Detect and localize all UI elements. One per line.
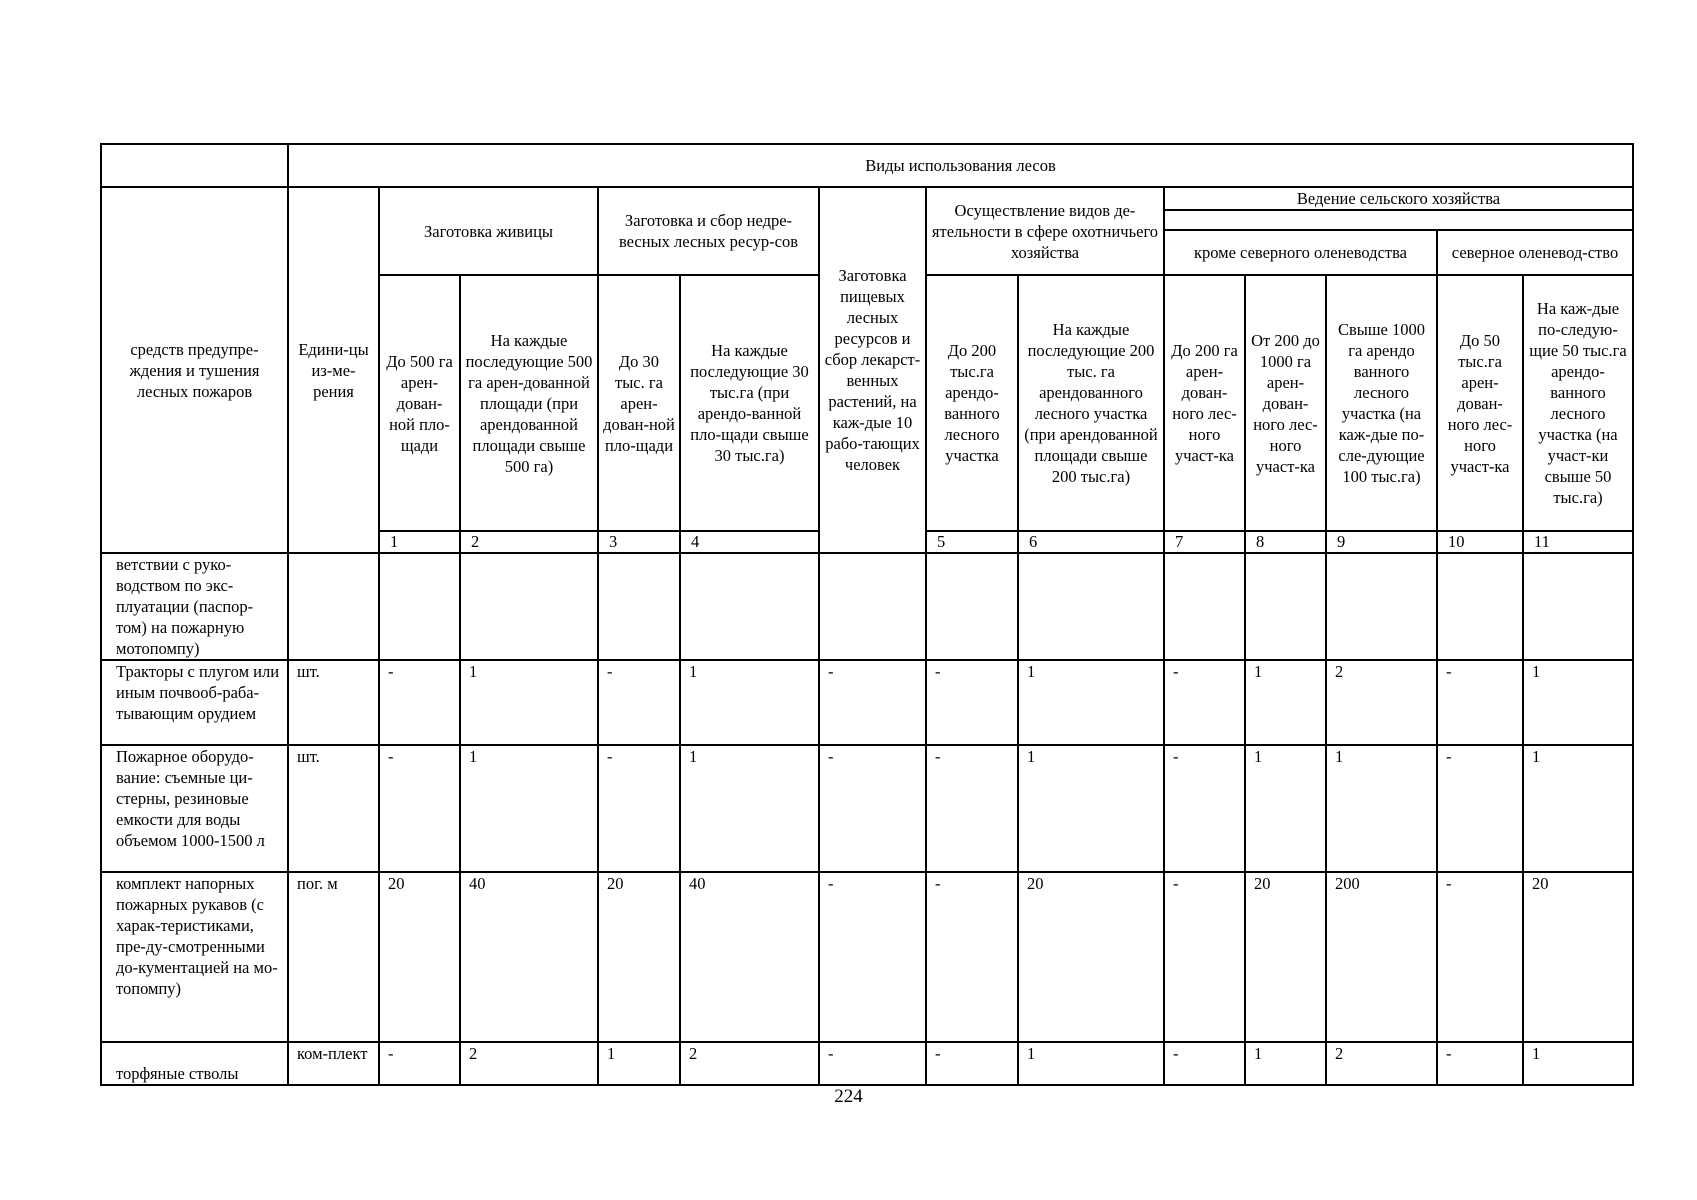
col9-header: На каждые последующие 200 тыс. га арендованного лесного участка (при арендованной площади свыше 200 тыс.га) xyxy=(1018,275,1164,531)
table-cell xyxy=(926,553,1018,660)
table-cell xyxy=(1437,553,1523,660)
col12-header: Свыше 1000 га арендо ванного лесного участка (на каж-дые по-сле-дующие 100 тыс.га) xyxy=(1326,275,1437,531)
table-cell: - xyxy=(598,660,680,745)
table-cell: 20 xyxy=(379,872,460,1042)
col4-header: На каждые последующие 500 га арен-дованной площади (при арендованной площади свыше 500 га) xyxy=(460,275,598,531)
agriculture-spacer-cell xyxy=(1164,210,1633,230)
table-cell: - xyxy=(1437,745,1523,872)
table-cell: - xyxy=(819,872,926,1042)
row-label: ветствии с руко-водством по экс-плуатации (паспор-том) на пожарную мотопомпу) xyxy=(101,553,288,660)
table-cell xyxy=(819,553,926,660)
table-cell: 40 xyxy=(460,872,598,1042)
table-cell: 1 xyxy=(1018,745,1164,872)
table-cell: - xyxy=(1164,872,1245,1042)
table-cell: 1 xyxy=(1245,1042,1326,1085)
nonwood-header: Заготовка и сбор недре-весных лесных ресур-сов xyxy=(598,187,819,275)
col-number: 4 xyxy=(680,531,819,553)
row-unit: шт. xyxy=(288,745,379,872)
table-cell: - xyxy=(926,872,1018,1042)
table-cell: - xyxy=(1164,745,1245,872)
col-number: 11 xyxy=(1523,531,1633,553)
row-unit: ком-плект xyxy=(288,1042,379,1085)
table-cell: 2 xyxy=(1326,660,1437,745)
row-unit xyxy=(288,553,379,660)
table-cell xyxy=(1245,553,1326,660)
table-cell xyxy=(598,553,680,660)
means-label-header: средств предупре-ждения и тушения лесных пожаров xyxy=(101,187,288,553)
table-cell xyxy=(379,553,460,660)
resin-header: Заготовка живицы xyxy=(379,187,598,275)
table-cell: 20 xyxy=(598,872,680,1042)
table-cell: 1 xyxy=(1018,1042,1164,1085)
table-cell: 1 xyxy=(598,1042,680,1085)
row-label: торфяные стволы xyxy=(101,1042,288,1085)
col13-header: До 50 тыс.га арен-дован-ного лес-ного участ-ка xyxy=(1437,275,1523,531)
table-cell xyxy=(680,553,819,660)
table-cell: - xyxy=(926,660,1018,745)
table-cell: - xyxy=(379,1042,460,1085)
table-cell: 1 xyxy=(1245,745,1326,872)
table-cell xyxy=(460,553,598,660)
row-label: комплект напорных пожарных рукавов (с харак-теристиками, пре-ду-смотренными до-кументацией на мо-топомпу) xyxy=(101,872,288,1042)
table-cell: - xyxy=(819,1042,926,1085)
row-unit: шт. xyxy=(288,660,379,745)
table-cell: 1 xyxy=(1018,660,1164,745)
agriculture-header: Ведение сельского хозяйства xyxy=(1164,187,1633,210)
col3-header: До 500 га арен-дован-ной пло-щади xyxy=(379,275,460,531)
col14-header: На каж-дые по-следую-щие 50 тыс.га арендо-ванного лесного участка (на участ-ки свыше 50 тыс.га) xyxy=(1523,275,1633,531)
hunting-header: Осуществление видов де-ятельности в сфере охотничьего хозяйства xyxy=(926,187,1164,275)
table-cell: 20 xyxy=(1018,872,1164,1042)
page-number: 224 xyxy=(834,1086,863,1107)
table-row xyxy=(101,660,1633,745)
col8-header: До 200 тыс.га арендо-ванного лесного участка xyxy=(926,275,1018,531)
table-cell: - xyxy=(598,745,680,872)
norms-table xyxy=(100,143,1634,1086)
table-cell: 1 xyxy=(1523,1042,1633,1085)
table-row xyxy=(101,553,1633,660)
table-row xyxy=(101,745,1633,872)
land-use-types-header: Виды использования лесов xyxy=(288,144,1633,187)
table-cell xyxy=(1018,553,1164,660)
table-cell xyxy=(1523,553,1633,660)
table-cell: - xyxy=(1437,1042,1523,1085)
col7-header: Заготовка пищевых лесных ресурсов и сбор лекарст-венных растений, на каж-дые 10 рабо-тающих человек xyxy=(819,187,926,553)
units-header: Едини-цы из-ме-рения xyxy=(288,187,379,553)
except-reindeer-header: кроме северного оленеводства xyxy=(1164,230,1437,275)
table-cell: 1 xyxy=(1326,745,1437,872)
table-cell: - xyxy=(926,1042,1018,1085)
table-cell: 200 xyxy=(1326,872,1437,1042)
table-cell: - xyxy=(1437,660,1523,745)
col5-header: До 30 тыс. га арен-дован-ной пло-щади xyxy=(598,275,680,531)
table-cell: - xyxy=(926,745,1018,872)
table-cell: 1 xyxy=(680,660,819,745)
table-cell: 2 xyxy=(1326,1042,1437,1085)
row-label: Тракторы с плугом или иным почвооб-раба-тывающим орудием xyxy=(101,660,288,745)
table-cell xyxy=(1164,553,1245,660)
col-number: 7 xyxy=(1164,531,1245,553)
table-cell: - xyxy=(819,660,926,745)
col-number: 6 xyxy=(1018,531,1164,553)
col-number: 2 xyxy=(460,531,598,553)
table-cell: - xyxy=(379,745,460,872)
table-cell xyxy=(1326,553,1437,660)
col6-header: На каждые последующие 30 тыс.га (при арендо-ванной пло-щади свыше 30 тыс.га) xyxy=(680,275,819,531)
header-row-groups xyxy=(101,187,1633,210)
table-cell: 1 xyxy=(680,745,819,872)
table-cell: 1 xyxy=(1523,745,1633,872)
col-number: 8 xyxy=(1245,531,1326,553)
table-cell: 1 xyxy=(1245,660,1326,745)
col-number: 5 xyxy=(926,531,1018,553)
table-cell: - xyxy=(819,745,926,872)
table-cell: 20 xyxy=(1245,872,1326,1042)
table-row xyxy=(101,1042,1633,1085)
table-cell: 40 xyxy=(680,872,819,1042)
table-cell: 20 xyxy=(1523,872,1633,1042)
row-label: Пожарное оборудо-вание: съемные ци-стерны, резиновые емкости для воды объемом 1000-1500 л xyxy=(101,745,288,872)
table-cell: 2 xyxy=(460,1042,598,1085)
col-number: 9 xyxy=(1326,531,1437,553)
table-cell: 2 xyxy=(680,1042,819,1085)
col11-header: От 200 до 1000 га арен-дован-ного лес-ного участ-ка xyxy=(1245,275,1326,531)
table-cell: - xyxy=(1164,660,1245,745)
table-cell: - xyxy=(1164,1042,1245,1085)
table-cell: - xyxy=(379,660,460,745)
col-number: 10 xyxy=(1437,531,1523,553)
table-row xyxy=(101,872,1633,1042)
header-row-top xyxy=(101,144,1633,187)
table-cell: 1 xyxy=(460,660,598,745)
row-unit: пог. м xyxy=(288,872,379,1042)
table-cell: - xyxy=(1437,872,1523,1042)
col10-header: До 200 га арен-дован-ного лес-ного участ-ка xyxy=(1164,275,1245,531)
col-number: 1 xyxy=(379,531,460,553)
table-cell: 1 xyxy=(460,745,598,872)
reindeer-header: северное оленевод-ство xyxy=(1437,230,1633,275)
table-cell: 1 xyxy=(1523,660,1633,745)
header-empty-cell xyxy=(101,144,288,187)
col-number: 3 xyxy=(598,531,680,553)
